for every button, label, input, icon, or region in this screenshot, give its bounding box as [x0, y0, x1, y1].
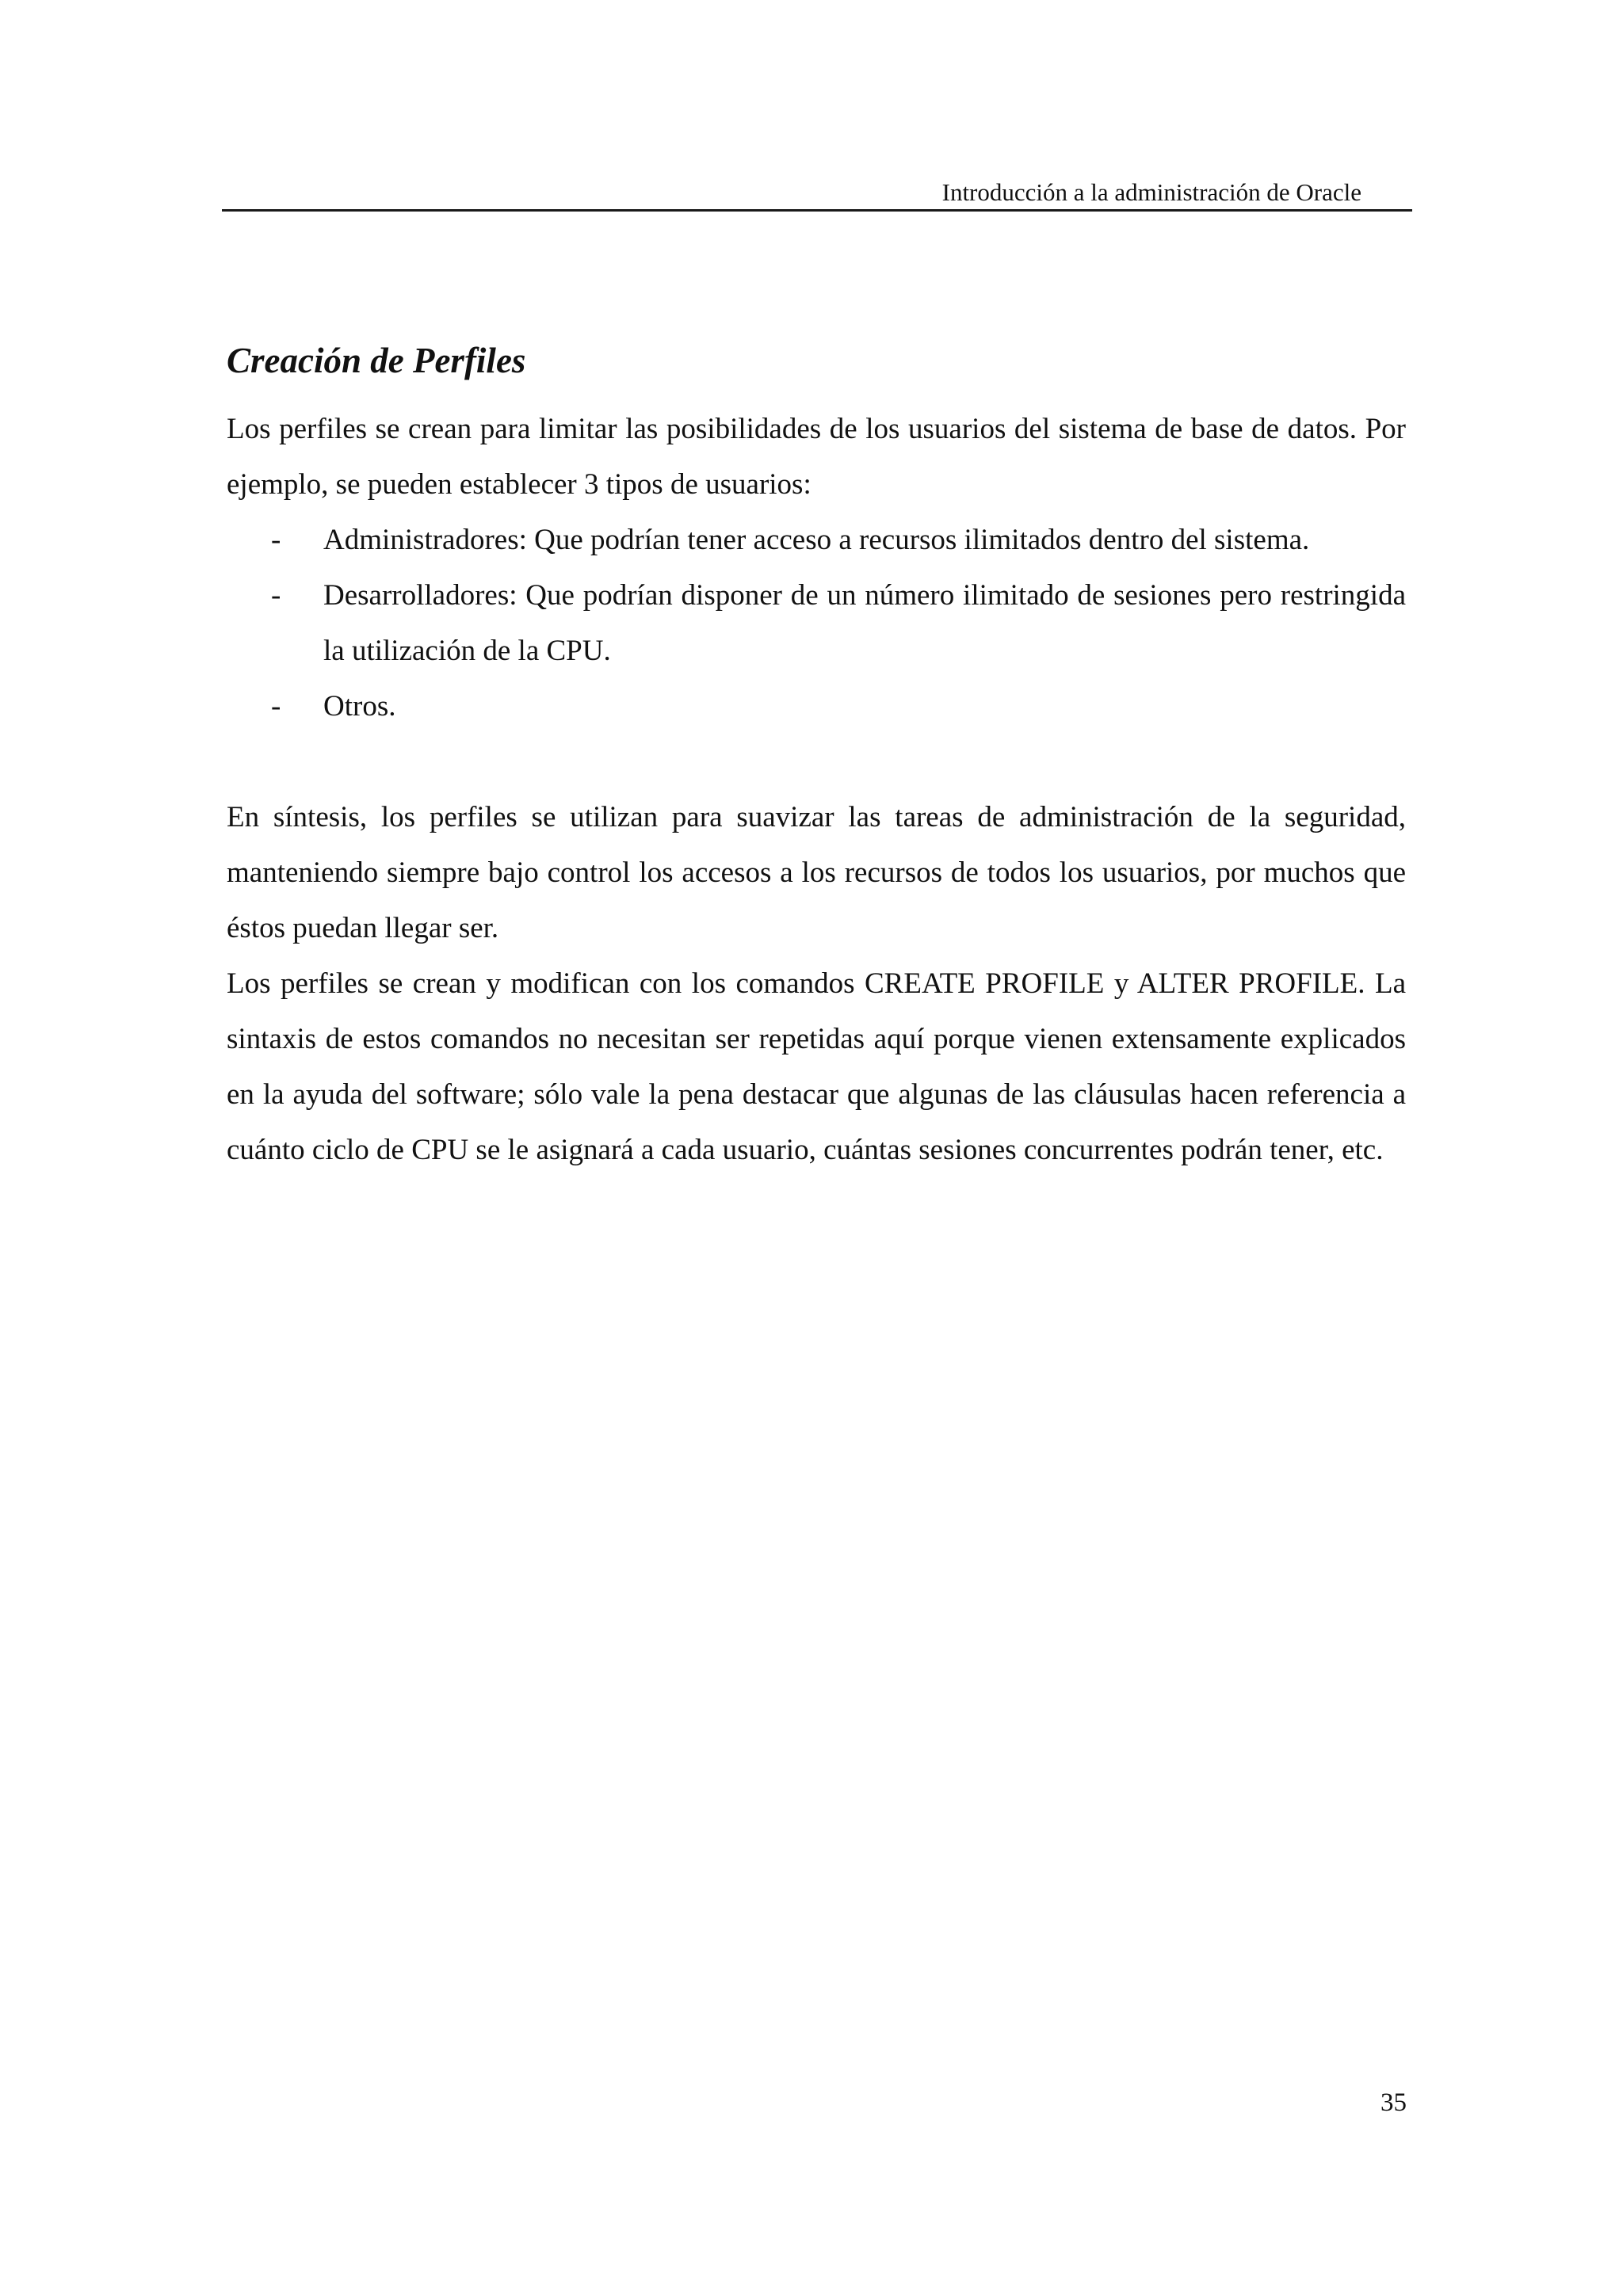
page-content: [227, 339, 1406, 1178]
page-number: 35: [1381, 2088, 1407, 2117]
body-paragraph-comandos: Los perfiles se crean y modifican con los comandos CREATE PROFILE y ALTER PROFILE. La sintaxis de estos comandos no necesitan ser repetidas aquí porque vienen extensamente explicados en la ayuda del software; sólo vale la pena destacar que algunas de las cláusulas hacen referencia a cuánto ciclo de CPU se le asignará a cada usuario, cuántas sesiones concurrentes podrán tener, etc.: [227, 967, 1406, 1166]
list-item-text: Otros.: [323, 690, 396, 723]
intro-paragraph: Los perfiles se crean para limitar las posibilidades de los usuarios del sistema de base de datos. Por ejemplo, se pueden establecer 3 tipos de usuarios:: [227, 413, 1406, 501]
body-paragraph-sintesis: En síntesis, los perfiles se utilizan para suavizar las tareas de administración de la seguridad, manteniendo siempre bajo control los accesos a los recursos de todos los usuarios, por muchos que éstos puedan llegar ser.: [227, 801, 1406, 944]
list-item-text: Desarrolladores: Que podrían disponer de un número ilimitado de sesiones pero restringida la utilización de la CPU.: [323, 579, 1406, 667]
bullet-dash: -: [271, 690, 281, 723]
list-item-desarrolladores: [227, 568, 1406, 679]
page-header: [222, 170, 1412, 212]
user-types-list: [227, 513, 1406, 734]
list-item-text: Administradores: Que podrían tener acceso a recursos ilimitados dentro del sistema.: [323, 524, 1310, 556]
bullet-dash: -: [271, 524, 281, 556]
bullet-dash: -: [271, 579, 281, 612]
list-item-otros: [227, 679, 1406, 734]
running-head-title: Introducción a la administración de Oracle: [941, 178, 1361, 206]
list-item-administradores: [227, 513, 1406, 568]
section-title: Creación de Perfiles: [227, 341, 526, 380]
paragraph-gap: [227, 734, 1406, 790]
